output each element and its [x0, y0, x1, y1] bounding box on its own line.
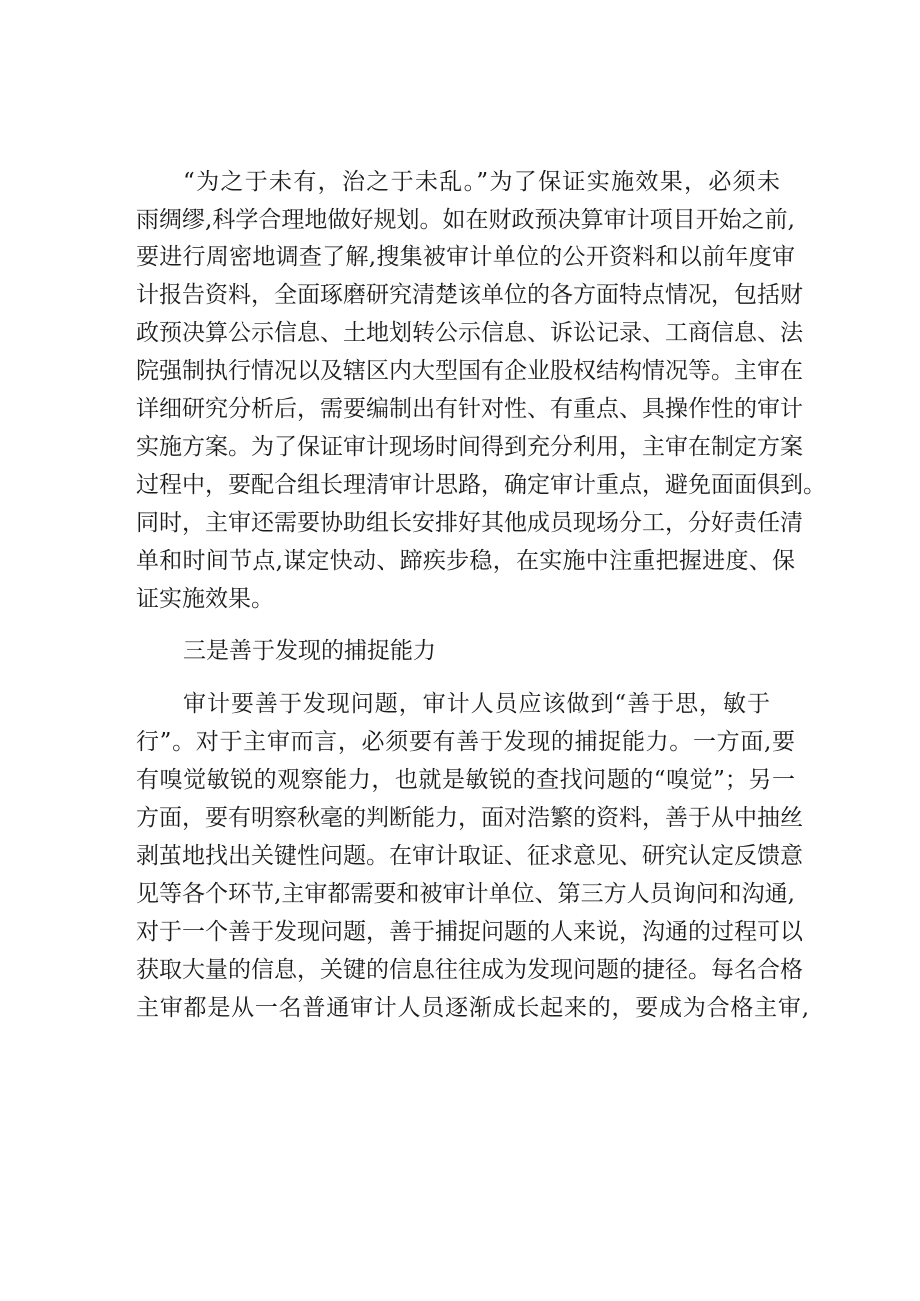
paragraph-1-line-10: 同时，主审还需要协助组长安排好其他成员现场分工，分好责任清 [136, 510, 803, 536]
paragraph-1-line-7: 详细研究分析后，需要编制出有针对性、有重点、具操作性的审计 [136, 396, 803, 422]
paragraph-1-line-12: 证实施效果。 [136, 586, 274, 612]
section-heading: 三是善于发现的捕捉能力 [183, 638, 436, 664]
paragraph-1-line-11: 单和时间节点,谋定快动、蹄疾步稳，在实施中注重把握进度、保 [136, 548, 795, 574]
paragraph-1-line-9: 过程中，要配合组长理清审计思路，确定审计重点，避免面面俱到。 [136, 472, 826, 498]
paragraph-1-line-5: 政预决算公示信息、土地划转公示信息、诉讼记录、工商信息、法 [136, 320, 803, 346]
paragraph-3-line-4: 方面，要有明察秋毫的判断能力，面对浩繁的资料，善于从中抽丝 [136, 805, 803, 831]
paragraph-3-line-6: 见等各个环节,主审都需要和被审计单位、第三方人员询问和沟通, [136, 881, 795, 907]
paragraph-3-line-5: 剥茧地找出关键性问题。在审计取证、征求意见、研究认定反馈意 [136, 843, 803, 869]
paragraph-1-line-8: 实施方案。为了保证审计现场时间得到充分利用，主审在制定方案 [136, 434, 803, 460]
paragraph-3-line-3: 有嗅觉敏锐的观察能力，也就是敏锐的查找问题的“嗅觉”；另一 [136, 767, 795, 793]
paragraph-1-line-4: 计报告资料，全面琢磨研究清楚该单位的各方面特点情况，包括财 [136, 282, 803, 308]
paragraph-1-line-6: 院强制执行情况以及辖区内大型国有企业股权结构情况等。主审在 [136, 358, 803, 384]
paragraph-3-line-1: 审计要善于发现问题，审计人员应该做到“善于思，敏于 [183, 691, 770, 717]
paragraph-1-line-2: 雨绸缪,科学合理地做好规划。如在财政预决算审计项目开始之前, [136, 207, 795, 233]
paragraph-3-line-2: 行”。对于主审而言，必须要有善于发现的捕捉能力。一方面,要 [136, 729, 795, 755]
paragraph-1-line-1: “为之于未有，治之于未乱。”为了保证实施效果，必须未 [183, 169, 780, 195]
paragraph-3-line-9: 主审都是从一名普通审计人员逐渐成长起来的，要成为合格主审, [136, 995, 809, 1021]
paragraph-3-line-8: 获取大量的信息，关键的信息往往成为发现问题的捷径。每名合格 [136, 957, 803, 983]
paragraph-1-line-3: 要进行周密地调查了解,搜集被审计单位的公开资料和以前年度审 [136, 244, 795, 270]
paragraph-3-line-7: 对于一个善于发现问题，善于捕捉问题的人来说，沟通的过程可以 [136, 919, 803, 945]
